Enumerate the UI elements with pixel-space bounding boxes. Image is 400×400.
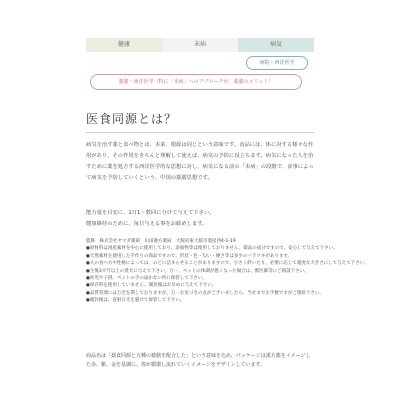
note-item: ●開封後は、直射日光を避けて保管して下さい。 <box>86 298 185 304</box>
description-paragraph: 病気を治す薬と食べ物とは、本来、根源は同じという意味です。食品には、体に対する様々な作用があり、その作用をきちんと理解して使えば、病気の予防に役立ちます。病気になった人を治すために薬を処方する西洋医学的な思想に対し、病気になる前の「未病」の段階で、食事によって病気を予防していくという、中国の薬膳思想です。 <box>86 142 314 181</box>
note-item: ●大の食べ方や性格によっては、のどに詰まらせることがありますので、小さく砕いたり、必要に応じて適度な大きさにして与えて下さい。 <box>86 261 369 267</box>
note-item: ●保存料を使用していません。開封後はお早めに与えて下さい。 <box>86 283 217 289</box>
note-item: ●天然素材を使用した手作りの商品ですので、形状・色・匂い・硬さ等は多少のバラツキがあります。 <box>86 253 292 259</box>
section-title: 医食同源とは？ <box>86 112 178 126</box>
usage-line: 能力量を目安に、1日1〜数回に分けて与えて下さい。 <box>86 210 215 216</box>
usage-line: 健康維持のために、毎日与える事をお勧めします。 <box>86 221 208 227</box>
note-item: ●品質管理には万全を期しておりますが、万一お気づきの点がございましたら、当社までお手数ですがご連絡下さい。 <box>86 290 324 296</box>
note-item: ●幼児や子供、ペットの手の届かない所に保管して下さい。 <box>86 276 207 282</box>
usage-text <box>86 208 314 230</box>
note-item: ●原材料は国産素材を中心に使用しており、添加物等は使用しておりません。薬品の成分ですので、安心して与えて下さい。 <box>86 246 338 252</box>
eastern-medicine-pill: 薬膳・東洋医学（特に「未病」へのアプローチが、薬膳のメリット） <box>90 74 302 90</box>
supervisor-line: 監修 株式会社ヤマダ薬研 山田漢方薬局 大阪府東大阪市菱屋西4-1-19 <box>86 239 236 244</box>
column-illness: 病気 <box>238 38 314 52</box>
western-medicine-pill: 病院・西洋医学 <box>246 56 308 70</box>
note-item: ●生後3カ月以上の愛犬に与えて下さい。万一、ペットの体調が悪くなった場合は、獣医師等にご相談下さい。 <box>86 268 309 274</box>
product-name-note: 商品名は「薬食同源と五種の薬膳を配合した」という意味を込め、パッケージは漢方薬をイメージした赤、紫、金を基調に、体が循環し流れていくイメージをデザインしています。 <box>86 353 311 368</box>
column-health: 健康 <box>86 38 162 52</box>
notes-list <box>86 238 369 305</box>
yakuzen-diagram <box>86 38 314 96</box>
title-divider <box>86 132 314 133</box>
column-mibyou: 未病 <box>162 38 238 52</box>
